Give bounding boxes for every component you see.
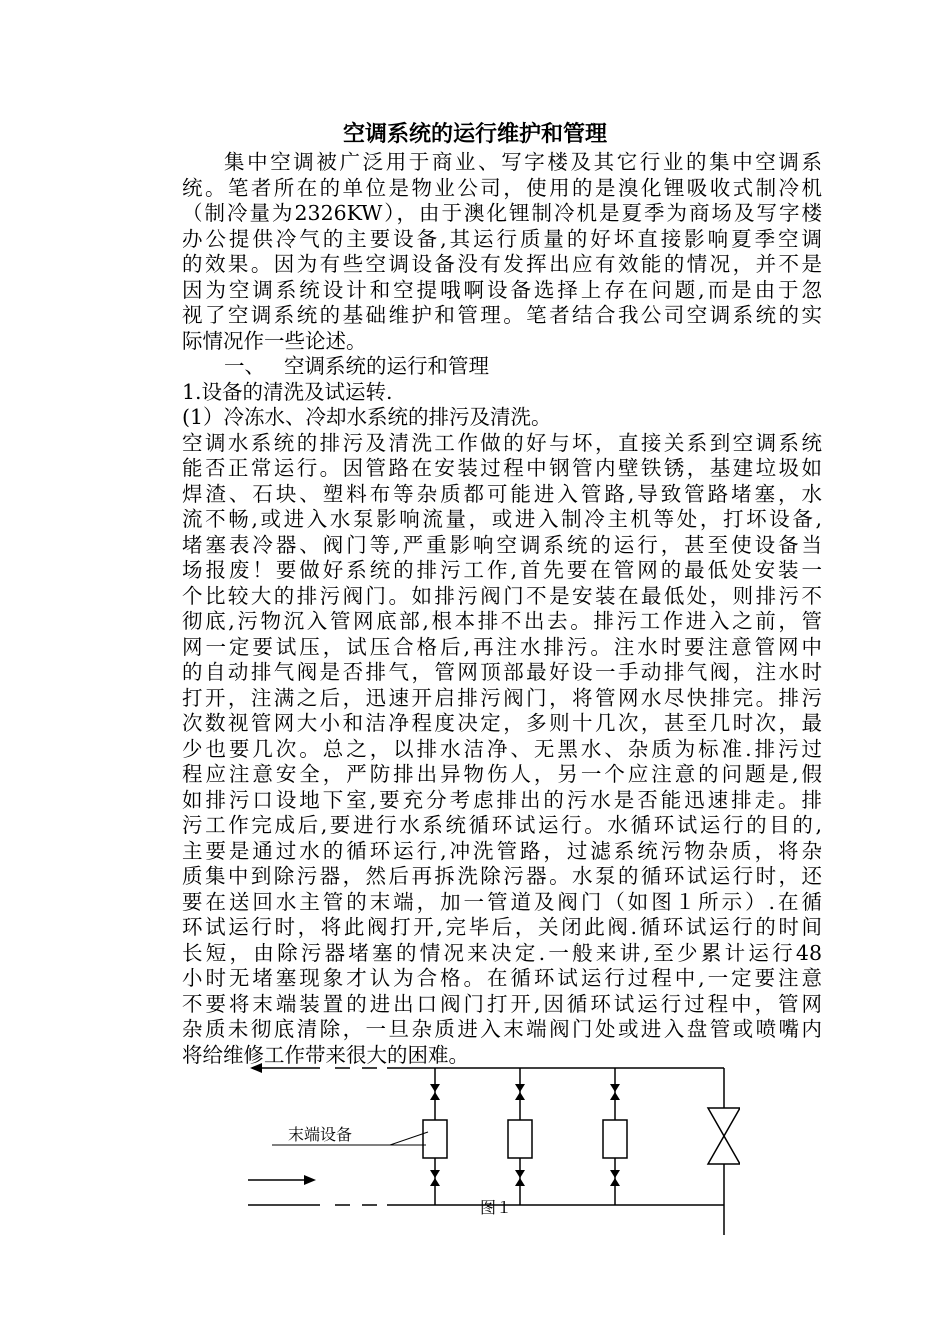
paragraph-line: 小时无堵塞现象才认为合格。在循环试运行过程中,一定要注意: [182, 966, 822, 990]
paragraph-line: 的效果。因为有些空调设备没有发挥出应有效能的情况，并不是: [182, 252, 822, 276]
paragraph-line: 次数视管网大小和洁净程度决定，多则十几次，甚至几时次，最: [182, 711, 822, 735]
terminal-unit-box: [508, 1120, 532, 1158]
paragraph-line: 将给维修工作带来很大的困难。: [182, 1042, 469, 1067]
valve-icon: [430, 1084, 440, 1100]
paragraph-line: 办公提供冷气的主要设备,其运行质量的好坏直接影响夏季空调: [182, 226, 822, 251]
paragraph-line: 杂质未彻底清除，一旦杂质进入末端阀门处或进入盘管或喷嘴内: [182, 1017, 822, 1041]
paragraph-line: 质集中到除污器，然后再拆洗除污器。水泵的循环试运行时，还: [182, 864, 822, 888]
paragraph-line: 场报废！要做好系统的排污工作,首先要在管网的最低处安装一: [182, 558, 822, 582]
paragraph-line: （制冷量为2326KW），由于澳化锂制冷机是夏季为商场及写字楼: [182, 201, 822, 225]
paragraph-line: 主要是通过水的循环运行,冲洗管路，过滤系统污物杂质，将杂: [182, 838, 822, 863]
flow-left-arrow-icon: [250, 1063, 262, 1073]
paragraph-line: 环试运行时，将此阀打开,完毕后，关闭此阀.循环试运行的时间: [182, 915, 822, 939]
paragraph-line: 彻底,污物沉入管网底部,根本排不出去。排污工作进入之前，管: [182, 609, 822, 633]
paragraph-line: 网一定要试压，试压合格后,再注水排污。注水时要注意管网中: [182, 634, 822, 659]
paragraph-line: 焊渣、石块、塑料布等杂质都可能进入管路,导致管路堵塞，水: [182, 481, 822, 506]
valve-icon: [430, 1170, 440, 1186]
paragraph-line: 统。笔者所在的单位是物业公司，使用的是溴化锂吸收式制冷机: [182, 175, 822, 200]
paragraph-line: 要在送回水主管的末端，加一管道及阀门（如图１所示）.在循: [182, 889, 822, 914]
paragraph-line: 的自动排气阀是否排气，管网顶部最好设一手动排气阀，注水时: [182, 660, 822, 684]
paragraph-line: 打开，注满之后，迅速开启排污阀门，将管网水尽快排完。排污: [182, 685, 822, 710]
page-title: 空调系统的运行维护和管理: [342, 122, 607, 147]
paragraph-line: 不要将末端装置的进出口阀门打开,因循环试运行过程中，管网: [182, 991, 822, 1016]
bypass-valve-icon: [708, 1108, 740, 1164]
subsection-heading: 1.设备的清洗及试运转.: [182, 379, 393, 404]
body-text: [182, 150, 822, 1068]
paragraph-line: 因为空调系统设计和空提哦啊设备选择上存在问题,而是由于忽: [182, 277, 822, 302]
callout-label: 末端设备: [288, 1125, 353, 1144]
section-number: 一、: [224, 354, 265, 378]
flow-right-arrow-icon: [304, 1175, 316, 1185]
paragraph-line: 少也要几次。总之，以排水洁净、无黑水、杂质为标准.排污过: [182, 736, 822, 761]
paragraph-line: 程应注意安全，严防排出异物伤人，另一个应注意的问题是,假: [182, 762, 822, 786]
valve-icon: [610, 1170, 620, 1186]
valve-icon: [515, 1170, 525, 1186]
paragraph-line: 流不畅,或进入水泵影响流量，或进入制冷主机等处，打坏设备,: [182, 507, 822, 531]
paragraph-line: 空调水系统的排污及清洗工作做的好与坏，直接关系到空调系统: [182, 430, 822, 455]
paragraph-line: 个比较大的排污阀门。如排污阀门不是安装在最低处，则排污不: [182, 583, 822, 608]
section-title: 空调系统的运行和管理: [284, 354, 489, 378]
paragraph-line: 能否正常运行。因管路在安装过程中钢管内壁铁锈，基建垃圾如: [182, 456, 822, 480]
paragraph-line: 集中空调被广泛用于商业、写字楼及其它行业的集中空调系: [224, 150, 822, 174]
piping-diagram: [240, 1060, 740, 1250]
paragraph-line: 如排污口设地下室,要充分考虑排出的污水是否能迅速排走。排: [182, 787, 822, 812]
valve-icon: [610, 1084, 620, 1100]
subsubsection-heading: (1）冷冻水、冷却水系统的排污及清洗。: [182, 405, 552, 429]
figure-caption: 图１: [480, 1198, 513, 1217]
paragraph-line: 污工作完成后,要进行水系统循环试运行。水循环试运行的目的,: [182, 813, 822, 837]
paragraph-line: 视了空调系统的基础维护和管理。笔者结合我公司空调系统的实: [182, 303, 822, 327]
paragraph-line: 长短，由除污器堵塞的情况来决定.一般来讲,至少累计运行48: [182, 940, 822, 965]
section-heading: [182, 354, 822, 380]
terminal-unit-box: [423, 1120, 447, 1158]
paragraph-line: 际情况作一些论述。: [182, 328, 367, 353]
paragraph-line: 堵塞表冷器、阀门等,严重影响空调系统的运行，甚至使设备当: [182, 532, 822, 557]
valve-icon: [515, 1084, 525, 1100]
terminal-unit-box: [603, 1120, 627, 1158]
